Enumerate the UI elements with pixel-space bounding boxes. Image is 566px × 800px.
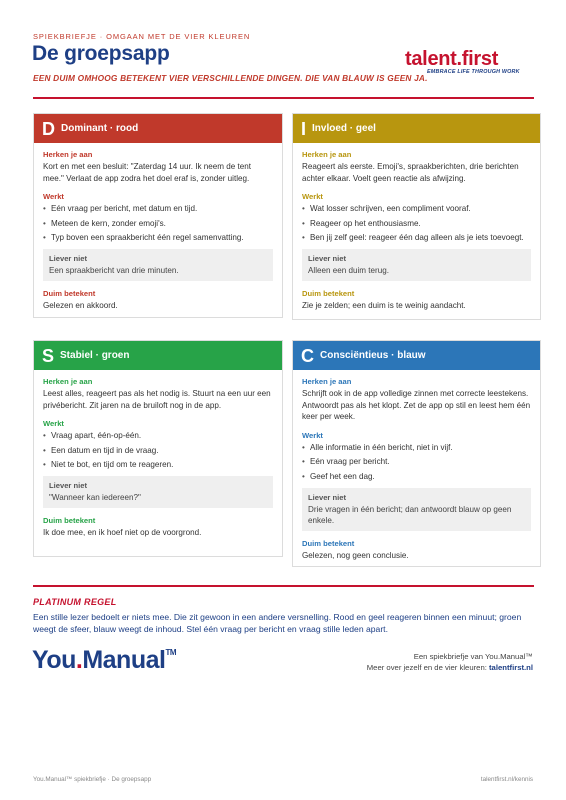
card-title: Consciëntieus · blauw — [320, 350, 426, 361]
list-item: • Vraag apart, één-op-één. — [43, 430, 273, 441]
section-label: Duim betekent — [302, 289, 355, 298]
duim-text: Ik doe mee, en ik hoef niet op de voorgrond. — [43, 528, 202, 537]
list-item: • Meteen de kern, zonder emoji's. — [43, 218, 273, 229]
box-text: Drie vragen in één bericht; dan antwoordt blauw op geen enkele. — [308, 504, 512, 525]
platinum-text: Een stille lezer bedoelt er niets mee. Die zit gewoon in een andere versnelling. Rood en geel reageren binnen een minuut; groen weegt de sfeer, blauw weegt de inhoud. Stel één vraag per bericht en vraag stille leden apart. — [33, 612, 522, 634]
box-text: Een spraakbericht van drie minuten. — [49, 266, 179, 275]
footer-link[interactable]: talentfirst.nl — [489, 663, 533, 672]
section-label: Werkt — [302, 192, 323, 201]
brand-logo — [405, 49, 535, 75]
liever-niet-box — [43, 476, 273, 508]
card-letter: D — [42, 118, 55, 139]
section-label: Herken je aan — [43, 150, 93, 159]
footer-credit: Een spiekbriefje van You.Manual™ — [413, 652, 533, 661]
werkt-list — [302, 442, 531, 482]
werkt-list — [302, 203, 531, 243]
card-letter: C — [301, 345, 314, 366]
herken-text: Reageert als eerste. Emoji's, spraakberichten, drie berichten achter elkaar. Voelt geen reactie als afwijzing. — [302, 162, 519, 183]
box-label: Liever niet — [308, 254, 346, 263]
brand-tagline: EMBRACE LIFE THROUGH WORK — [427, 69, 520, 75]
herken-text: Kort en met een besluit: "Zaterdag 14 uur. Ik neem de tent mee." Verlaat de app zodra het doel eraf is, zonder uitleg. — [43, 162, 252, 183]
list-item: • Alle informatie in één bericht, niet in vijf. — [302, 442, 531, 453]
header-rule — [33, 97, 534, 99]
liever-niet-box — [302, 488, 531, 531]
werkt-list — [43, 430, 273, 470]
logo-you: You — [32, 646, 76, 674]
box-label: Liever niet — [308, 492, 346, 502]
card-letter: S — [42, 345, 55, 366]
liever-niet-box — [43, 249, 273, 281]
card-conscientieus — [292, 340, 541, 567]
card-letter: I — [301, 118, 307, 139]
platinum-heading: PLATINUM REGEL — [33, 597, 117, 607]
logo-tm: TM — [165, 648, 177, 657]
card-conscientieus-header — [293, 341, 540, 370]
card-stabiel-header — [34, 341, 282, 370]
list-item: • Typ boven een spraakbericht één regel samenvatting. — [43, 232, 273, 243]
section-label: Herken je aan — [302, 150, 352, 159]
section-label: Duim betekent — [43, 289, 96, 298]
box-label: Liever niet — [49, 254, 87, 263]
duim-text: Gelezen en akkoord. — [43, 301, 118, 310]
box-text: Alleen een duim terug. — [308, 266, 389, 275]
section-label: Herken je aan — [43, 377, 93, 386]
card-invloed — [292, 113, 541, 320]
card-title: Dominant · rood — [61, 123, 139, 134]
logo-dot: . — [75, 646, 83, 674]
card-invloed-header — [293, 114, 540, 143]
list-item: • Geef het een dag. — [302, 471, 531, 482]
card-dominant-header — [34, 114, 282, 143]
duim-text: Gelezen, nog geen conclusie. — [302, 550, 409, 560]
footer-more — [367, 663, 533, 672]
section-label: Duim betekent — [302, 538, 355, 548]
page-footer-right: talentfirst.nl/kennis — [480, 776, 533, 783]
logo-manual: Manual — [82, 646, 166, 674]
brand-name: talent.first — [405, 48, 499, 70]
section-label: Werkt — [43, 419, 64, 428]
tagline: EEN DUIM OMHOOG BETEKENT VIER VERSCHILLENDE DINGEN. DIE VAN BLAUW IS GEEN JA. — [33, 73, 428, 83]
liever-niet-box — [302, 249, 531, 281]
card-title: Invloed · geel — [312, 123, 376, 134]
list-item: • Eén vraag per bericht. — [302, 456, 531, 467]
card-title: Stabiel · groen — [60, 350, 130, 361]
footer-more-prefix: Meer over jezelf en de vier kleuren: — [366, 663, 487, 672]
section-label: Herken je aan — [302, 377, 352, 386]
card-stabiel — [33, 340, 283, 557]
section-label: Werkt — [302, 430, 323, 440]
list-item: • Ben jij zelf geel: reageer één dag alleen als je iets toevoegt. — [302, 232, 531, 243]
list-item: • Niet te bot, en tijd om te reageren. — [43, 459, 273, 470]
list-item: • Eén vraag per bericht, met datum en tijd. — [43, 203, 273, 214]
card-dominant — [33, 113, 283, 318]
duim-text: Zie je zelden; een duim is te weinig aandacht. — [302, 301, 466, 310]
list-item: • Wat losser schrijven, een compliment vooraf. — [302, 203, 531, 214]
page-footer-left: You.Manual™ spiekbriefje · De groepsapp — [33, 776, 152, 783]
herken-text: Leest alles, reageert pas als het nodig is. Stuurt na een uur een privébericht. Zit jaren na de bruiloft nog in de app. — [43, 389, 271, 410]
box-label: Liever niet — [49, 481, 87, 490]
section-label: Werkt — [43, 192, 64, 201]
page-title: De groepsapp — [32, 42, 170, 65]
platinum-rule — [33, 585, 534, 587]
youmanual-logo — [32, 646, 176, 675]
list-item: • Reageer op het enthousiasme. — [302, 218, 531, 229]
box-text: "Wanneer kan iedereen?" — [49, 493, 141, 502]
herken-text: Schrijft ook in de app volledige zinnen met correcte leestekens. Antwoordt pas als het klopt. Zet de app op stil en leest hem één keer per week. — [302, 389, 531, 421]
kicker: SPIEKBRIEFJE · OMGAAN MET DE VIER KLEUREN — [33, 32, 251, 41]
werkt-list — [43, 203, 273, 243]
list-item: • Een datum en tijd in de vraag. — [43, 445, 273, 456]
section-label: Duim betekent — [43, 516, 96, 525]
